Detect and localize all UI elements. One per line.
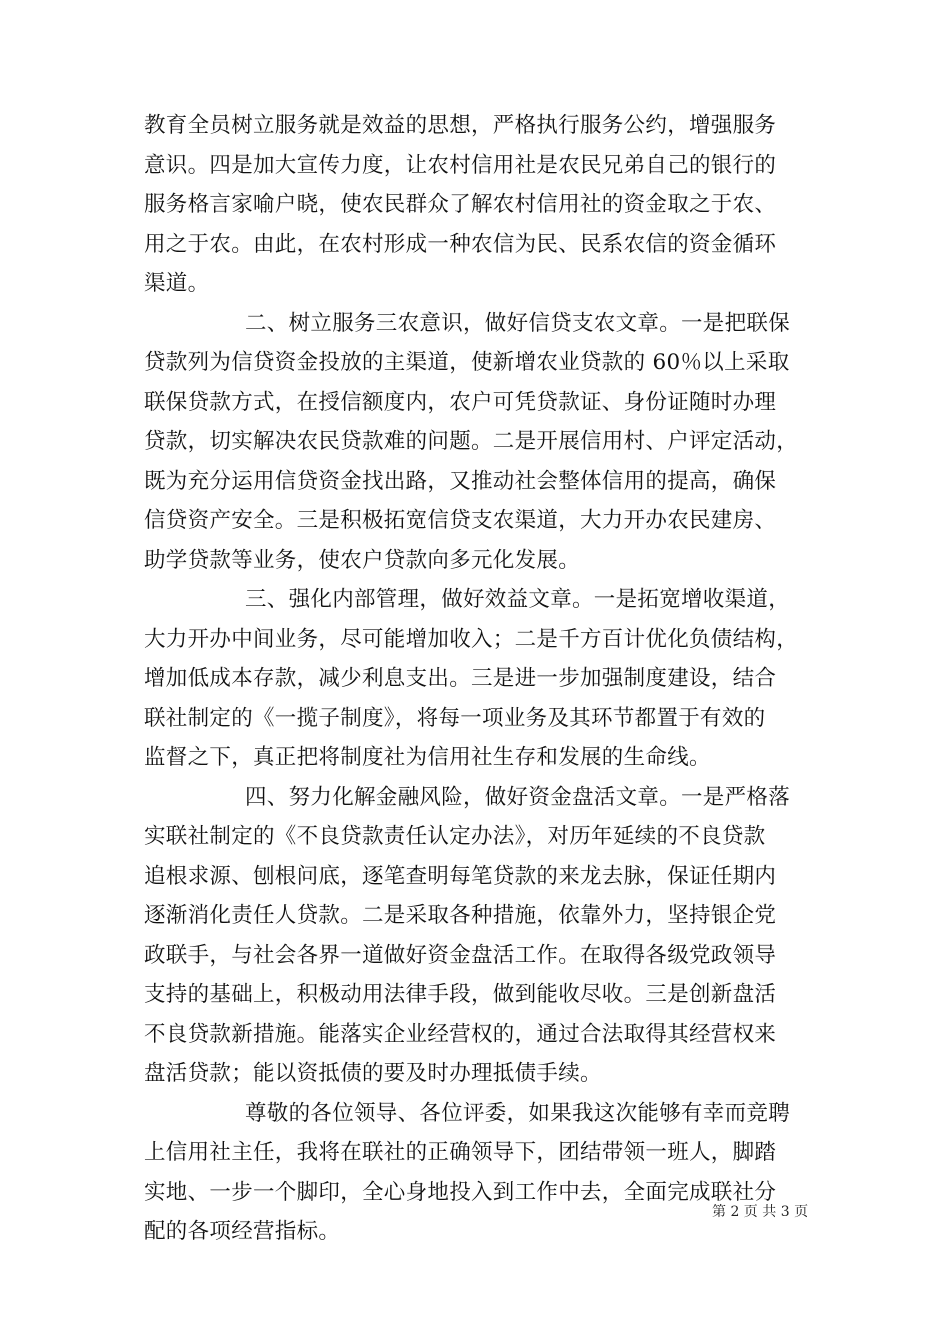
text-line: 政联手，与社会各界一道做好资金盘活工作。在取得各级党政领导 (144, 942, 777, 968)
text-line: 增加低成本存款，减少利息支出。三是进一步加强制度建设，结合 (144, 666, 777, 691)
text-line: 助学贷款等业务，使农户贷款向多元化发展。 (144, 547, 581, 573)
text-line: 盘活贷款；能以资抵债的要及时办理抵债手续。 (144, 1061, 602, 1086)
text-line: 实联社制定的《不良贷款责任认定办法》，对历年延续的不良贷款 (144, 824, 766, 849)
text-line: 配的各项经营指标。 (144, 1219, 341, 1244)
text-line: 意识。四是加大宣传力度，让农村信用社是农民兄弟自己的银行的 (144, 152, 777, 178)
text-line: 既为充分运用信贷资金找出路，又推动社会整体信用的提高，确保 (144, 468, 777, 494)
page-number: 第 2 页 共 3 页 (712, 1204, 809, 1220)
paragraph-3 (144, 580, 818, 778)
text-line: 实地、一步一个脚印，全心身地投入到工作中去，全面完成联社分 (144, 1179, 777, 1205)
paragraph-2 (144, 304, 818, 581)
text-line: 追根求源、刨根问底，逐笔查明每笔贷款的来龙去脉，保证任期内 (144, 863, 777, 889)
text-line: 联社制定的《一揽子制度》，将每一项业务及其环节都置于有效的 (144, 705, 766, 731)
text-line: 监督之下，真正把将制度社为信用社生存和发展的生命线。 (144, 745, 711, 770)
paragraph-1 (144, 106, 818, 304)
text-line: 不良贷款新措施。能落实企业经营权的，通过合法取得其经营权来 (144, 1021, 777, 1047)
text-line: 用之于农。由此，在农村形成一种农信为民、民系农信的资金循环 (144, 231, 777, 257)
text-line: 贷款列为信贷资金投放的主渠道，使新增农业贷款的 60％以上采取 (144, 350, 790, 375)
paragraph-4 (144, 778, 818, 1094)
text-line: 服务格言家喻户晓，使农民群众了解农村信用社的资金取之于农、 (144, 192, 777, 217)
text-line: 联保贷款方式，在授信额度内，农户可凭贷款证、身份证随时办理 (144, 389, 777, 415)
text-line: 逐渐消化责任人贷款。二是采取各种措施，依靠外力，坚持银企党 (144, 903, 777, 928)
text-line: 四、努力化解金融风险，做好资金盘活文章。一是严格落 (245, 784, 791, 810)
text-line: 教育全员树立服务就是效益的思想，严格执行服务公约，增强服务 (144, 113, 777, 138)
text-line: 三、强化内部管理，做好效益文章。一是拓宽增收渠道， (245, 587, 791, 612)
text-line: 尊敬的各位领导、各位评委，如果我这次能够有幸而竞聘 (245, 1100, 791, 1126)
text-line: 贷款，切实解决农民贷款难的问题。二是开展信用村、户评定活动， (144, 429, 799, 454)
text-line: 二、树立服务三农意识，做好信贷支农文章。一是把联保 (245, 310, 791, 336)
text-line: 大力开办中间业务，尽可能增加收入；二是千方百计优化负债结构， (144, 626, 799, 652)
paragraph-5 (144, 1094, 818, 1252)
text-line: 支持的基础上，积极动用法律手段，做到能收尽收。三是创新盘活 (144, 982, 777, 1007)
text-line: 上信用社主任，我将在联社的正确领导下，团结带领一班人，脚踏 (144, 1140, 777, 1165)
document-body (144, 106, 818, 1252)
text-line: 渠道。 (144, 271, 210, 296)
text-line: 信贷资产安全。三是积极拓宽信贷支农渠道，大力开办农民建房、 (144, 508, 777, 533)
